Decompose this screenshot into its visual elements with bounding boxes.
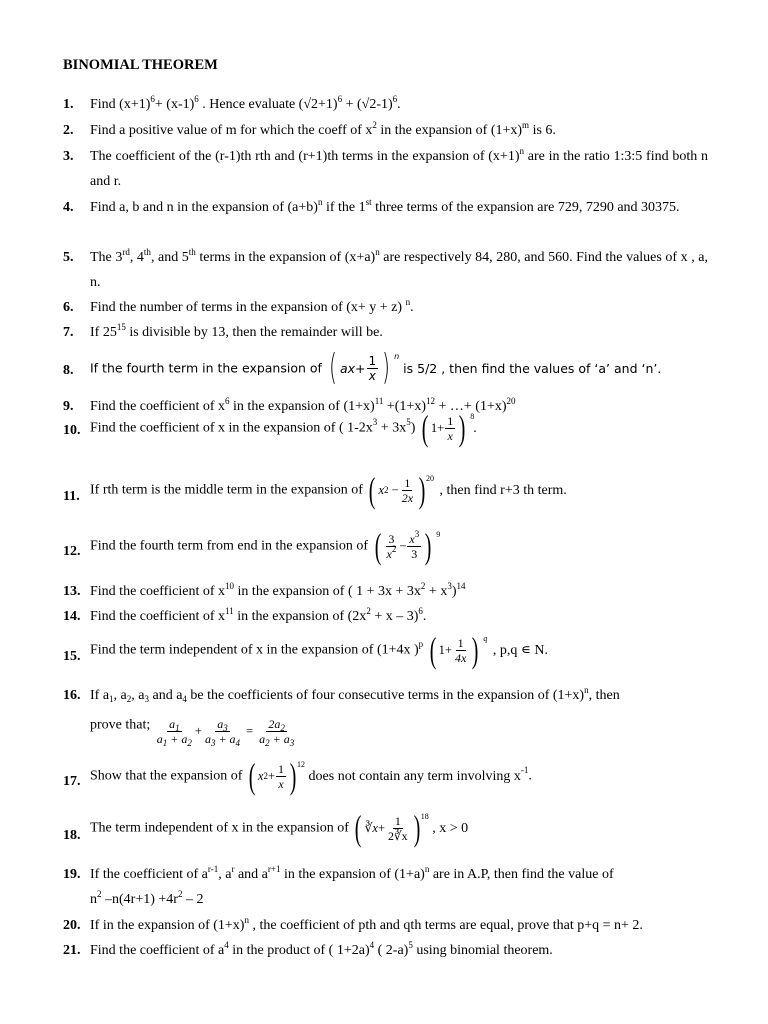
question-10 <box>63 408 708 460</box>
math-expression: ( 1+ $\frac{1}{x}$ ) 8 <box>421 408 475 448</box>
question-14 <box>63 604 708 629</box>
question-number: 17. <box>63 774 81 789</box>
math-expression: ( $\frac{3}{x^2}$ − $\frac{x^3}{3}$ ) 9 <box>374 526 441 566</box>
question-2 <box>63 118 708 143</box>
question-text: If $a_1$, $a_2$, $a_3$ and $a_4$ be the coefficients of four consecutive terms in the expansion of $(1+x)^n$, then <box>90 685 620 704</box>
question-text: If rth term is the middle term in the expansion of ( x 2 − $\frac{1}{2x}$ ) 20 , then find r+3 th term. <box>90 470 567 510</box>
math-expression: ( x 2 − $\frac{1}{2x}$ ) 20 <box>369 470 435 510</box>
question-number: 3. <box>63 149 74 164</box>
question-text: Find the coefficient of $x^6$ in the expansion of $(1+x)^{11} +(1+x)^{12}$ + …+ $(1+x)^{20}$ <box>90 396 516 414</box>
question-18 <box>63 810 708 846</box>
question-number: 8. <box>63 363 74 378</box>
question-text: The coefficient of the (r-1)th rth and (r+1)th terms in the expansion of $(x+1)^n$ are in the ratio 1:3:5 find both n and r. <box>90 146 708 189</box>
question-number: 11. <box>63 489 80 504</box>
question-number: 18. <box>63 828 81 843</box>
question-5 <box>63 245 708 295</box>
question-text: Find the term independent of x in the expansion of (1+4x )$^p$ ( 1+ $\frac{1}{4x}$ ) q , p,q ∊ N. <box>90 630 548 670</box>
question-17 <box>63 758 708 794</box>
page-title: BINOMIAL THEOREM <box>63 57 218 73</box>
question-text: Find the fourth term from end in the expansion of ( $\frac{3}{x^2}$ − $\frac{x^3}{3}$ ) 9 <box>90 526 441 566</box>
question-text: Find a, b and n in the expansion of $(a+b)^n$ if the 1st three terms of the expansion are 729, 7290 and 30375. <box>90 197 680 215</box>
question-4 <box>63 195 708 220</box>
question-number: 2. <box>63 123 74 138</box>
question-7 <box>63 320 708 345</box>
math-expression: ( x 2 + $\frac{1}{x}$ ) 12 <box>248 756 306 796</box>
question-6 <box>63 295 708 320</box>
question-text: If the coefficient of $a^{r-1}$, $a^r$ and $a^{r+1}$ in the expansion of $(1+a)^n$ are in A.P, then find the value of $n^2$ $-n(4r+1) +4r^2 - 2$ <box>90 864 614 907</box>
question-1 <box>63 92 708 117</box>
question-12 <box>63 528 708 564</box>
math-expression: ( ax+ $\frac{1}{x}$ ) n <box>329 347 400 388</box>
question-number: 5. <box>63 250 74 265</box>
math-expression: $\frac{a_1}{a_1 + a_2}$ + $\frac{a_3}{a_3 + a_4}$ = $\frac{2a_2}{a_2 + a_3}$ <box>156 717 295 748</box>
question-text: The term independent of x in the expansion of ( ∛ x + $\frac{1}{2∛x}$ ) 18 , x > 0 <box>90 808 469 848</box>
question-number: 12. <box>63 544 81 559</box>
question-formula: prove that; $\frac{a_1}{a_1 + a_2}$ + $\frac{a_3}{a_3 + a_4}$ = $\frac{2a_2}{a_2 + a_3}$ <box>90 712 708 746</box>
question-text: Find a positive value of m for which the coeff of $x^2$ in the expansion of $(1+x)^m$ is 6. <box>90 120 556 138</box>
question-number: 16. <box>63 688 81 703</box>
question-8 <box>63 347 708 388</box>
question-text: Show that the expansion of ( x 2 + $\frac{1}{x}$ ) 12 does not contain any term involving $x^{-1}$. <box>90 756 532 796</box>
question-number: 13. <box>63 584 81 599</box>
question-text: Find the number of terms in the expansion of (x+ y + z) $^n$. <box>90 297 414 315</box>
question-text: Find the coefficient of $x^{11}$ in the expansion of $(2x^2 + x - 3)^6$. <box>90 606 427 624</box>
question-number: 19. <box>63 867 81 882</box>
question-number: 4. <box>63 200 74 215</box>
question-number: 20. <box>63 918 81 933</box>
question-21 <box>63 938 708 963</box>
question-text: If the fourth term in the expansion of ( ax+ $\frac{1}{x}$ ) n is 5/2 , then find the values of ‘a’ and ‘n’. <box>90 347 662 388</box>
question-11 <box>63 472 708 508</box>
question-number: 1. <box>63 97 74 112</box>
question-number: 21. <box>63 943 81 958</box>
question-text: The 3rd, 4th, and 5th terms in the expansion of $(x+a)^n$ are respectively 84, 280, and 560. Find the values of x , a, n. <box>90 247 708 290</box>
question-text: If in the expansion of $(1+x)^n$ , the coefficient of pth and qth terms are equal, prove that p+q = n+ 2. <box>90 915 643 933</box>
question-text: Find the coefficient of $a^4$ in the product of ( 1+2a)$^4$ ( 2-a)$^5$ using binomial theorem. <box>90 940 553 958</box>
question-15 <box>63 632 708 668</box>
math-expression: ( 1+ $\frac{1}{4x}$ ) q <box>429 630 488 670</box>
question-text: Find the coefficient of x in the expansion of ( $1-2x^3 + 3x^5$) ( 1+ $\frac{1}{x}$ ) 8 . <box>90 408 477 448</box>
question-number: 10. <box>63 423 81 438</box>
question-16 <box>63 683 708 746</box>
question-3 <box>63 144 708 194</box>
question-20 <box>63 913 708 938</box>
question-number: 15. <box>63 649 81 664</box>
question-number: 9. <box>63 399 74 414</box>
question-number: 14. <box>63 609 81 624</box>
question-number: 6. <box>63 300 74 315</box>
question-number: 7. <box>63 325 74 340</box>
question-text: If $25^{15}$ is divisible by 13, then the remainder will be. <box>90 322 383 340</box>
question-13 <box>63 579 708 604</box>
question-text: Find $(x+1)^6+ (x-1)^6$ . Hence evaluate $(√2+1)^6 + (√2-1)^6$. <box>90 94 401 112</box>
math-expression: ( ∛ x + $\frac{1}{2∛x}$ ) 18 <box>355 808 429 848</box>
question-text: Find the coefficient of $x^{10}$ in the expansion of ( $1 + 3x + 3x^2 + x^3)^{14}$ <box>90 581 466 599</box>
question-19 <box>63 862 708 912</box>
